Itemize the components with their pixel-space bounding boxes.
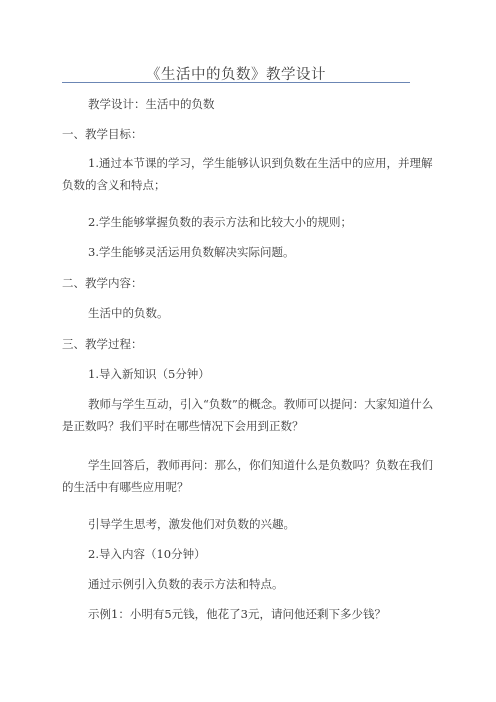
section2-content: 生活中的负数。: [88, 306, 169, 320]
document-title: 《生活中的负数》教学设计: [146, 67, 326, 83]
example-1: 示例1：小明有5元钱，他花了3元，请问他还剩下多少钱？: [88, 607, 386, 621]
title-underline: [62, 82, 410, 83]
step2-paragraph-1: 通过示例引入负数的表示方法和特点。: [88, 577, 284, 591]
objective-item-3: 3.学生能够灵活运用负数解决实际问题。: [88, 245, 295, 259]
step1-paragraph-1: 教师与学生互动，引入“负数”的概念。教师可以提问：大家知道什么是正数吗？我们平时在哪些情况下会用到正数？: [62, 397, 434, 433]
step1-paragraph-3: 引导学生思考，激发他们对负数的兴趣。: [88, 517, 295, 531]
section2-heading: 二、教学内容：: [62, 276, 143, 290]
section1-heading: 一、教学目标：: [62, 127, 143, 141]
objective-item-1: 1.通过本节课的学习，学生能够认识到负数在生活中的应用，并理解负数的含义和特点；: [62, 156, 433, 192]
step1-title: 1.导入新知识（5分钟）: [88, 367, 210, 381]
intro-text: 教学设计：生活中的负数: [88, 97, 215, 111]
step1-paragraph-2: 学生回答后，教师再问：那么，你们知道什么是负数吗？负数在我们的生活中有哪些应用呢？: [62, 458, 433, 494]
objective-item-2: 2.学生能够掌握负数的表示方法和比较大小的规则；: [88, 215, 352, 229]
step2-title: 2.导入内容（10分钟）: [88, 547, 206, 561]
section3-heading: 三、教学过程：: [62, 337, 143, 351]
